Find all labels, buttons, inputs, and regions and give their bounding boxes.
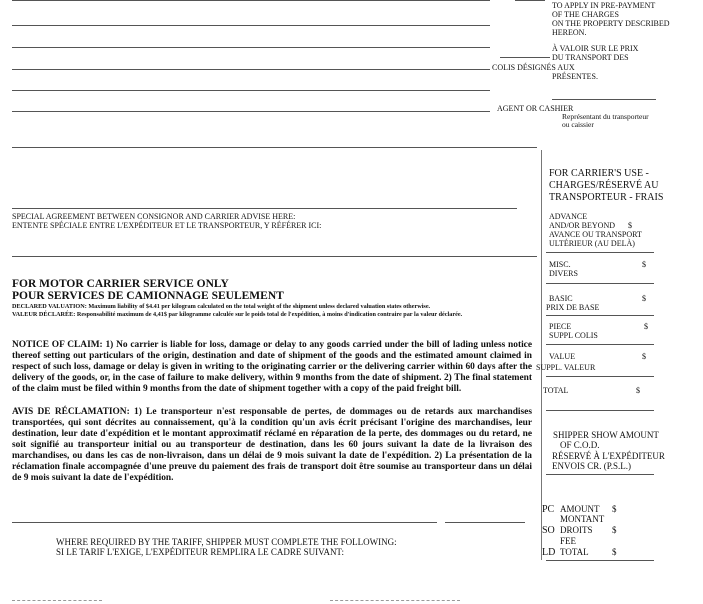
tariff-fr: SI LE TARIF L'EXIGE, L'EXPÉDITEUR REMPLIRA LE CADRE SUIVANT: (56, 547, 344, 557)
cod-fr-1: RÉSERVÉ À L'EXPÉDITEUR (552, 451, 665, 461)
carrier-use-line-1: FOR CARRIER'S USE - (549, 168, 649, 179)
basic-label-2: PRIX DE BASE (546, 303, 600, 312)
cod-ld-label: LD (542, 547, 556, 558)
piece-label-1: PIECE (549, 322, 572, 331)
advance-label-3: AVANCE OU TRANSPORT (549, 230, 642, 239)
cod-fee-currency: $ (612, 525, 617, 535)
cod-amount-line[interactable] (546, 474, 654, 475)
cod-droits-label: DROITS (560, 525, 593, 535)
fill-line[interactable] (12, 256, 537, 257)
fill-line[interactable] (12, 208, 517, 209)
fill-line[interactable] (12, 69, 490, 70)
agent-signature-line[interactable] (552, 99, 656, 100)
cod-fee-label: FEE (560, 536, 577, 546)
value-currency: $ (642, 352, 646, 361)
basic-currency: $ (642, 294, 646, 303)
cod-en-1: SHIPPER SHOW AMOUNT (553, 430, 659, 440)
prepay-en-line-2: OF THE CHARGES (552, 10, 619, 19)
cod-amount-currency: $ (612, 504, 617, 514)
piece-label-2: SUPPL COLIS (549, 331, 598, 340)
notice-of-claim-en: NOTICE OF CLAIM: 1) No carrier is liable for loss, damage or delay to any goods carried under the bill of lading unless notice thereof setting out particulars of the origin, destination and date of shipment of the goods and the estimated amount claimed in respect of such loss, damage or delay is given in writing to the originating carrier or the delivering carrier within 60 days after the delivery of the goods, or, in the case of failure to make delivery, within 9 months from the date of shipment. 2) The final statement of the claim must be filed within 9 months from the date of shipment together with a copy of the paid freight bill. (12, 340, 532, 394)
prepay-fr-line-4: PRÉSENTES. (552, 72, 599, 81)
charge-line[interactable] (546, 376, 654, 377)
prepay-en-line-3: ON THE PROPERTY DESCRIBED (552, 19, 670, 28)
misc-label-1: MISC. (549, 260, 571, 269)
fill-line[interactable] (515, 0, 545, 1)
advance-label-1: ADVANCE (549, 212, 588, 221)
charge-line[interactable] (546, 315, 654, 316)
prepay-fr-line-1: À VALOIR SUR LE PRIX (552, 44, 639, 53)
agent-label: AGENT OR CASHIER (497, 104, 574, 113)
declared-valuation-en: DECLARED VALUATION: Maximum liability of $4.41 per kilogram calculated on the total weight of the shipment unless declared valuation states otherwise. (12, 303, 431, 310)
basic-label-1: BASIC (549, 294, 573, 303)
fill-line[interactable] (12, 522, 437, 523)
bottom-line (330, 600, 460, 601)
advance-currency: $ (628, 221, 632, 230)
fill-line[interactable] (12, 111, 490, 112)
misc-currency: $ (642, 260, 646, 269)
fill-line[interactable] (500, 57, 550, 58)
special-agreement-fr: ENTENTE SPÉCIALE ENTRE L'EXPÉDITEUR ET LE TRANSPORTEUR, Y RÉFÉRER ICI: (12, 221, 322, 230)
advance-label-2: AND/OR BEYOND (549, 221, 615, 230)
cod-total-label: TOTAL (560, 547, 589, 557)
carrier-use-line-2: CHARGES/RÉSERVÉ AU (549, 180, 659, 191)
prepay-fr-line-2: DU TRANSPORT DES (552, 53, 629, 62)
misc-label-2: DIVERS (549, 269, 578, 278)
fill-line[interactable] (12, 90, 490, 91)
fill-line[interactable] (12, 25, 490, 26)
cod-so-label: SO (542, 525, 555, 536)
agent-label-fr-1: Représentant du transporteur (562, 112, 649, 121)
cod-pc-label: PC (542, 504, 555, 515)
cod-total-currency: $ (612, 547, 617, 557)
value-label-1: VALUE (549, 352, 576, 361)
charge-line[interactable] (546, 252, 654, 253)
special-agreement-en: SPECIAL AGREEMENT BETWEEN CONSIGNOR AND CARRIER ADVISE HERE: (12, 212, 296, 221)
prepay-fr-line-3: COLIS DÉSIGNÉS AUX (492, 63, 575, 72)
fill-line[interactable] (12, 147, 537, 148)
cod-montant-label: MONTANT (560, 514, 605, 524)
column-divider (541, 150, 542, 560)
cod-fr-2: ENVOIS CR. (P.S.L.) (552, 461, 632, 471)
fill-line[interactable] (12, 47, 490, 48)
motor-carrier-title-en: FOR MOTOR CARRIER SERVICE ONLY (12, 278, 229, 290)
charge-line[interactable] (546, 410, 654, 411)
cod-total-line[interactable] (546, 560, 654, 561)
cod-en-2: OF C.O.D. (560, 440, 600, 450)
cod-amount-label: AMOUNT (560, 504, 600, 514)
agent-label-fr-2: ou caissier (562, 120, 594, 129)
fill-line[interactable] (445, 522, 525, 523)
charge-line[interactable] (546, 283, 654, 284)
tariff-en: WHERE REQUIRED BY THE TARIFF, SHIPPER MUST COMPLETE THE FOLLOWING: (56, 537, 397, 547)
motor-carrier-title-fr: POUR SERVICES DE CAMIONNAGE SEULEMENT (12, 290, 284, 302)
carrier-use-line-3: TRANSPORTEUR - FRAIS (549, 192, 664, 203)
notice-of-claim-fr: AVIS DE RÉCLAMATION: 1) Le transporteur n'est responsable de pertes, de dommages ou de retards aux marchandises transportées, qui sont décrites au connaissement, qu'à la condition qu'un avis écrit précisant l'origine des marchandises, leur destination, leur date d'expédition et le montant approximatif réclamé en réparation de la perte, des dommages ou du retard, ne soit signifié au transporteur initial ou au transporteur de destination, dans les 60 jours suivant la date de la livraison des marchandises, ou dans les cas de non-livraison, dans un délai de 9 mois suivant la date de l'expédition. 2) La présentation de la réclamation finale accompagnée d'une preuve du paiement des frais de transport doit être soumise au transporteur dans un délai de 9 mois suivant la date de l'expédition. (12, 407, 532, 483)
prepay-en-line-4: HEREON. (552, 28, 587, 37)
advance-label-4: ULTÉRIEUR (AU DELÀ) (549, 239, 635, 248)
value-label-2: SUPPL. VALEUR (536, 363, 596, 372)
prepay-en-line-1: TO APPLY IN PRE-PAYMENT (552, 1, 656, 10)
fill-line[interactable] (12, 0, 490, 1)
piece-currency: $ (644, 322, 648, 331)
declared-valuation-fr: VALEUR DÉCLARÉE: Responsabilité maximum de 4,41$ par kilogramme calculée sur le poids total de l'expédition, à moins d'indication contraire par la valeur déclarée. (12, 311, 463, 318)
charge-line[interactable] (546, 344, 654, 345)
total-label: TOTAL (543, 386, 569, 395)
bottom-line (12, 600, 102, 601)
total-currency: $ (636, 386, 640, 395)
